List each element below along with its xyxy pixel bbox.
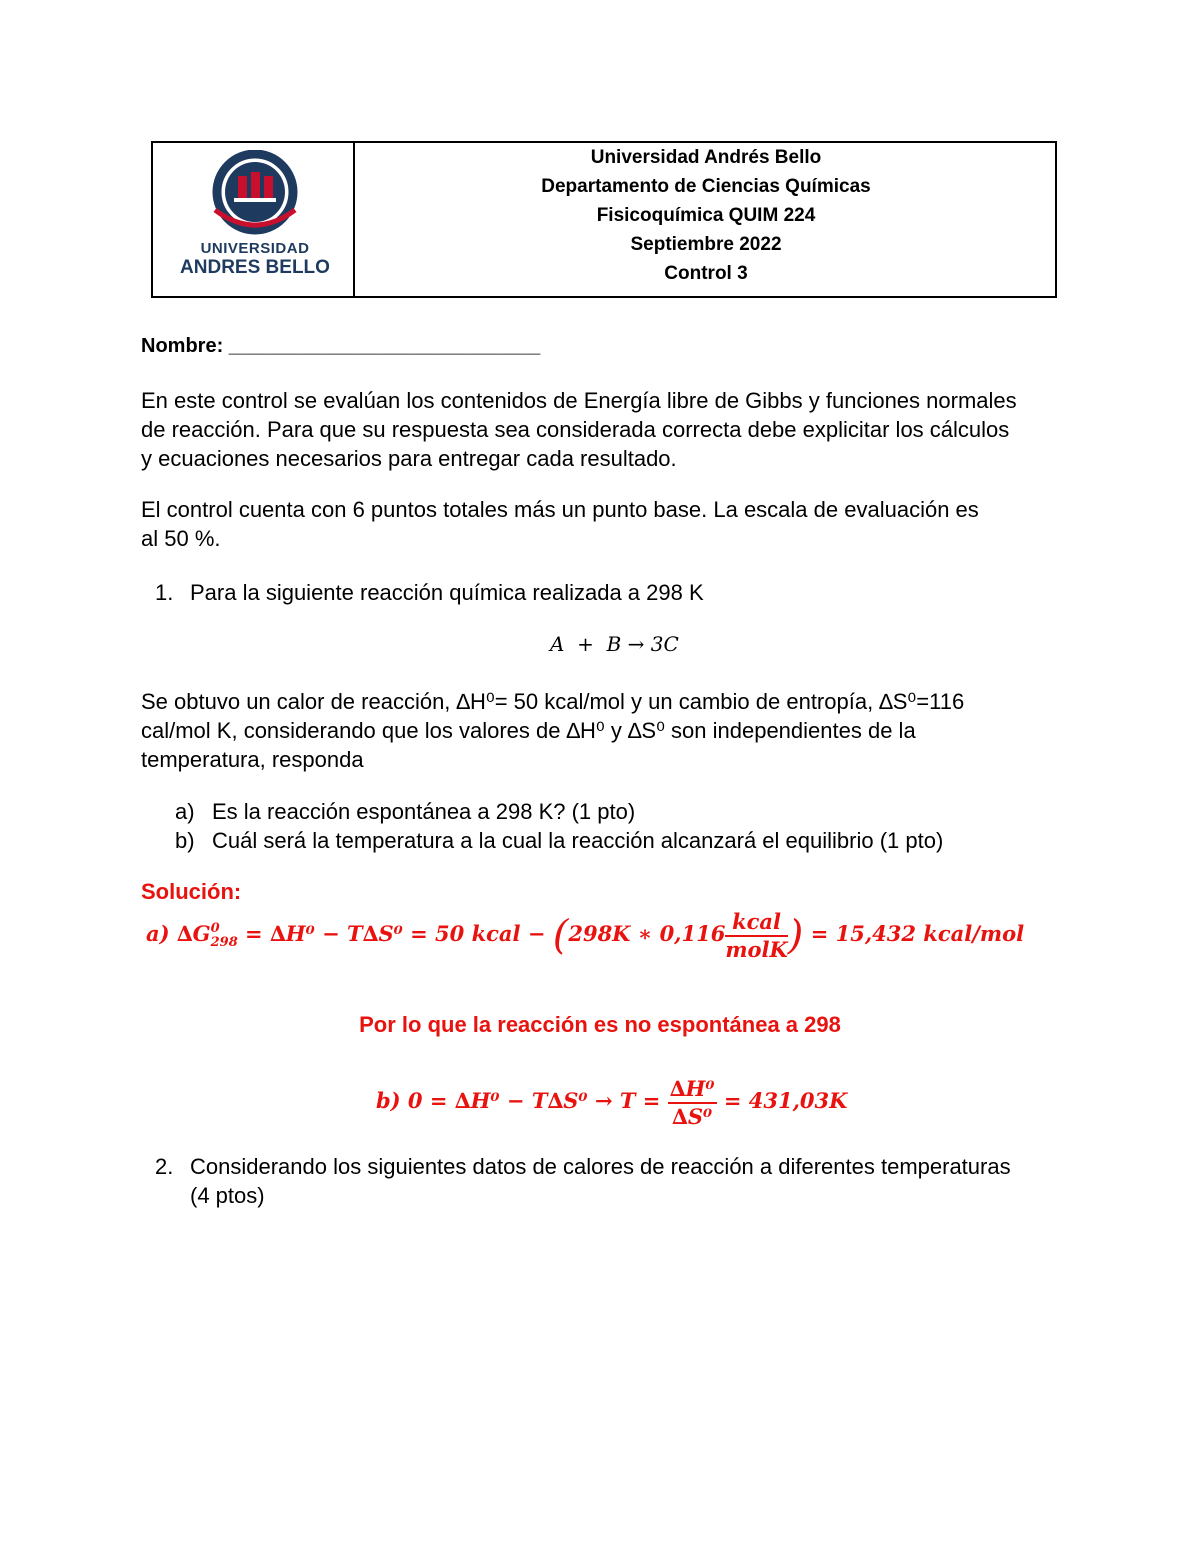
equation-b <box>376 1072 847 1130</box>
eq-b-frac-num: ∆H⁰ <box>668 1076 717 1104</box>
paragraph-line: Considerando los siguientes datos de calores de reacción a diferentes temperaturas <box>190 1154 1011 1179</box>
paragraph-line: temperatura, responda <box>141 747 364 772</box>
solution-conclusion: Por lo que la reacción es no espontánea a 298 <box>359 1012 841 1037</box>
paragraph-line: cal/mol K, considerando que los valores de ∆H⁰ y ∆S⁰ son independientes de la <box>141 718 916 743</box>
equation-a <box>146 905 1024 965</box>
name-label: Nombre: <box>141 335 224 357</box>
scoring-paragraph <box>141 495 1071 553</box>
question-2-text <box>190 1152 1070 1210</box>
intro-paragraph <box>141 386 1071 473</box>
eq-a-sup: 0 <box>210 920 220 936</box>
logo-text-top: UNIVERSIDAD <box>200 240 310 257</box>
paragraph-line: de reacción. Para que su respuesta sea considerada correcta debe explicitar los cálculos <box>141 417 1010 442</box>
eq-a-paren-close: ) <box>787 912 804 959</box>
eq-a-left: a) ∆G <box>146 921 211 946</box>
eq-a-inner: 298K ∗ 0,116 <box>568 921 726 946</box>
eq-a-paren-open: ( <box>552 912 569 959</box>
question-1-number: 1. <box>155 580 174 605</box>
paragraph-line: al 50 %. <box>141 526 221 551</box>
eq-b-frac-den: ∆S⁰ <box>672 1103 713 1129</box>
item-b-text: Cuál será la temperatura a la cual la reacción alcanzará el equilibrio (1 pto) <box>212 828 944 853</box>
question-1-text: Para la siguiente reacción química realizada a 298 K <box>190 580 704 605</box>
name-field <box>141 335 540 358</box>
paragraph-line: En este control se evalúan los contenidos de Energía libre de Gibbs y funciones normales <box>141 388 1017 413</box>
paragraph-line: El control cuenta con 6 puntos totales más un punto base. La escala de evaluación es <box>141 497 979 522</box>
eq-b-left: b) 0 = ∆H⁰ − T∆S⁰ → T = <box>376 1088 668 1113</box>
paragraph-line: Se obtuvo un calor de reacción, ∆H⁰= 50 kcal/mol y un cambio de entropía, ∆S⁰=116 <box>141 689 965 714</box>
eq-a-frac-den: molK <box>725 936 788 962</box>
eq-b-fraction <box>668 1076 717 1130</box>
name-blank: ____________________________ <box>228 335 541 357</box>
header-line: Fisicoquímica QUIM 224 <box>596 205 816 226</box>
header-line: Departamento de Ciencias Químicas <box>541 176 871 197</box>
eq-a-sub: 298 <box>210 934 238 950</box>
question-1-description <box>141 687 1071 774</box>
solution-label: Solución: <box>141 879 242 904</box>
eq-a-mid: = ∆H⁰ − T∆S⁰ = 50 kcal − <box>237 921 553 946</box>
item-b-marker: b) <box>175 828 195 853</box>
eq-a-result: = 15,432 kcal/mol <box>803 921 1025 946</box>
logo-text-bottom: ANDRES BELLO <box>180 257 330 278</box>
header-line: Septiembre 2022 <box>630 234 782 255</box>
eq-a-frac-num: kcal <box>725 909 787 937</box>
header-line: Control 3 <box>664 263 748 284</box>
reaction-equation: A + B → 3C <box>550 632 679 656</box>
paragraph-line: y ecuaciones necesarios para entregar cada resultado. <box>141 446 677 471</box>
item-a-marker: a) <box>175 799 195 824</box>
paragraph-line: (4 ptos) <box>190 1183 265 1208</box>
item-a-text: Es la reacción espontánea a 298 K? (1 pto) <box>212 799 636 824</box>
eq-b-result: = 431,03K <box>716 1088 848 1113</box>
university-logo <box>160 150 350 290</box>
header-line: Universidad Andrés Bello <box>590 147 822 168</box>
eq-a-fraction <box>725 909 787 963</box>
header-title-block <box>355 143 1057 288</box>
question-2-number: 2. <box>155 1154 174 1179</box>
